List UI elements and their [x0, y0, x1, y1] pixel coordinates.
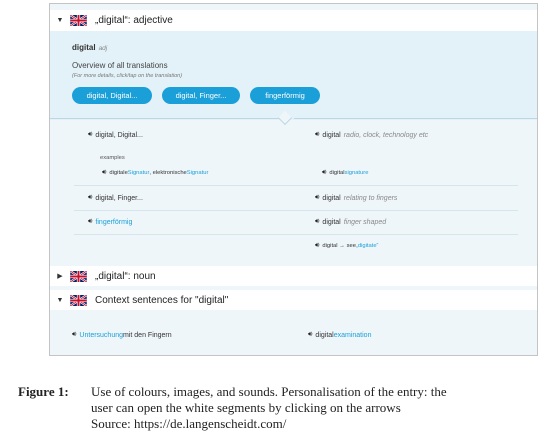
- speaker-icon[interactable]: 🔊︎: [315, 194, 320, 201]
- row-separator: [74, 234, 518, 235]
- translation-en-2[interactable]: 🔊︎ digital relating to fingers: [315, 194, 398, 202]
- uk-flag-icon: [70, 271, 87, 282]
- speaker-icon[interactable]: 🔊︎: [315, 218, 320, 225]
- triangle-down-icon[interactable]: ▼: [56, 17, 64, 24]
- speaker-icon[interactable]: 🔊︎: [308, 331, 313, 338]
- translation-pill-3[interactable]: fingerförmig: [250, 87, 320, 104]
- speaker-icon[interactable]: 🔊︎: [88, 218, 93, 225]
- context-en[interactable]: 🔊︎ digital examination: [308, 331, 372, 339]
- panel-divider-right: [294, 118, 538, 119]
- example-en[interactable]: 🔊︎ digital signature: [322, 169, 369, 176]
- uk-flag-icon: [70, 15, 87, 26]
- translation-de-1[interactable]: 🔊︎ digital, Digital...: [88, 131, 143, 139]
- translation-pill-1[interactable]: digital, Digital...: [72, 87, 152, 104]
- speaker-icon[interactable]: 🔊︎: [102, 169, 107, 176]
- context-de[interactable]: 🔊︎ Untersuchung mit den Fingern: [72, 331, 172, 339]
- panel-divider-left: [50, 118, 280, 119]
- translation-de-3[interactable]: 🔊︎ fingerförmig: [88, 218, 133, 226]
- uk-flag-icon: [70, 295, 87, 306]
- headword: digital adj: [72, 43, 108, 52]
- translation-en-3[interactable]: 🔊︎ digital finger shaped: [315, 218, 387, 226]
- example-de[interactable]: 🔊︎ digitale Signatur , elektronische Signatur: [102, 169, 209, 176]
- speaker-icon[interactable]: 🔊︎: [72, 331, 77, 338]
- speaker-icon[interactable]: 🔊︎: [315, 242, 320, 249]
- triangle-right-icon[interactable]: ▶: [57, 273, 63, 280]
- segment-noun-title: „digital“: noun: [95, 270, 156, 282]
- see-also[interactable]: 🔊︎ digital → see „digitate“: [315, 242, 379, 249]
- segment-adjective-header[interactable]: [50, 10, 537, 31]
- segment-context-title: Context sentences for "digital": [95, 294, 229, 306]
- overview-hint: (For more details, click/tap on the translation): [72, 73, 183, 79]
- segment-context-header[interactable]: [50, 290, 537, 310]
- dictionary-entry-frame: [49, 3, 538, 356]
- figure-label: Figure 1:: [18, 384, 69, 399]
- translation-pill-2[interactable]: digital, Finger...: [162, 87, 240, 104]
- speaker-icon[interactable]: 🔊︎: [322, 169, 327, 176]
- translation-en-1[interactable]: 🔊︎ digital radio, clock, technology etc: [315, 131, 429, 139]
- overview-panel: [50, 31, 537, 120]
- context-panel: [50, 310, 537, 356]
- examples-label: examples: [100, 155, 125, 161]
- speaker-icon[interactable]: 🔊︎: [88, 194, 93, 201]
- part-of-speech: adj: [98, 45, 108, 52]
- overview-title: Overview of all translations: [72, 61, 168, 70]
- segment-adjective-title: „digital“: adjective: [95, 15, 173, 26]
- speaker-icon[interactable]: 🔊︎: [88, 131, 93, 138]
- row-separator: [74, 185, 518, 186]
- row-separator: [74, 210, 518, 211]
- segment-noun-header[interactable]: [50, 266, 537, 286]
- translation-de-2[interactable]: 🔊︎ digital, Finger...: [88, 194, 143, 202]
- triangle-down-icon[interactable]: ▼: [56, 296, 64, 304]
- figure-caption: Use of colours, images, and sounds. Personalisation of the entry: the user can open the white segments by clicking on the arrows Source: https://de.langenscheidt.com/: [91, 384, 447, 431]
- speaker-icon[interactable]: 🔊︎: [315, 131, 320, 138]
